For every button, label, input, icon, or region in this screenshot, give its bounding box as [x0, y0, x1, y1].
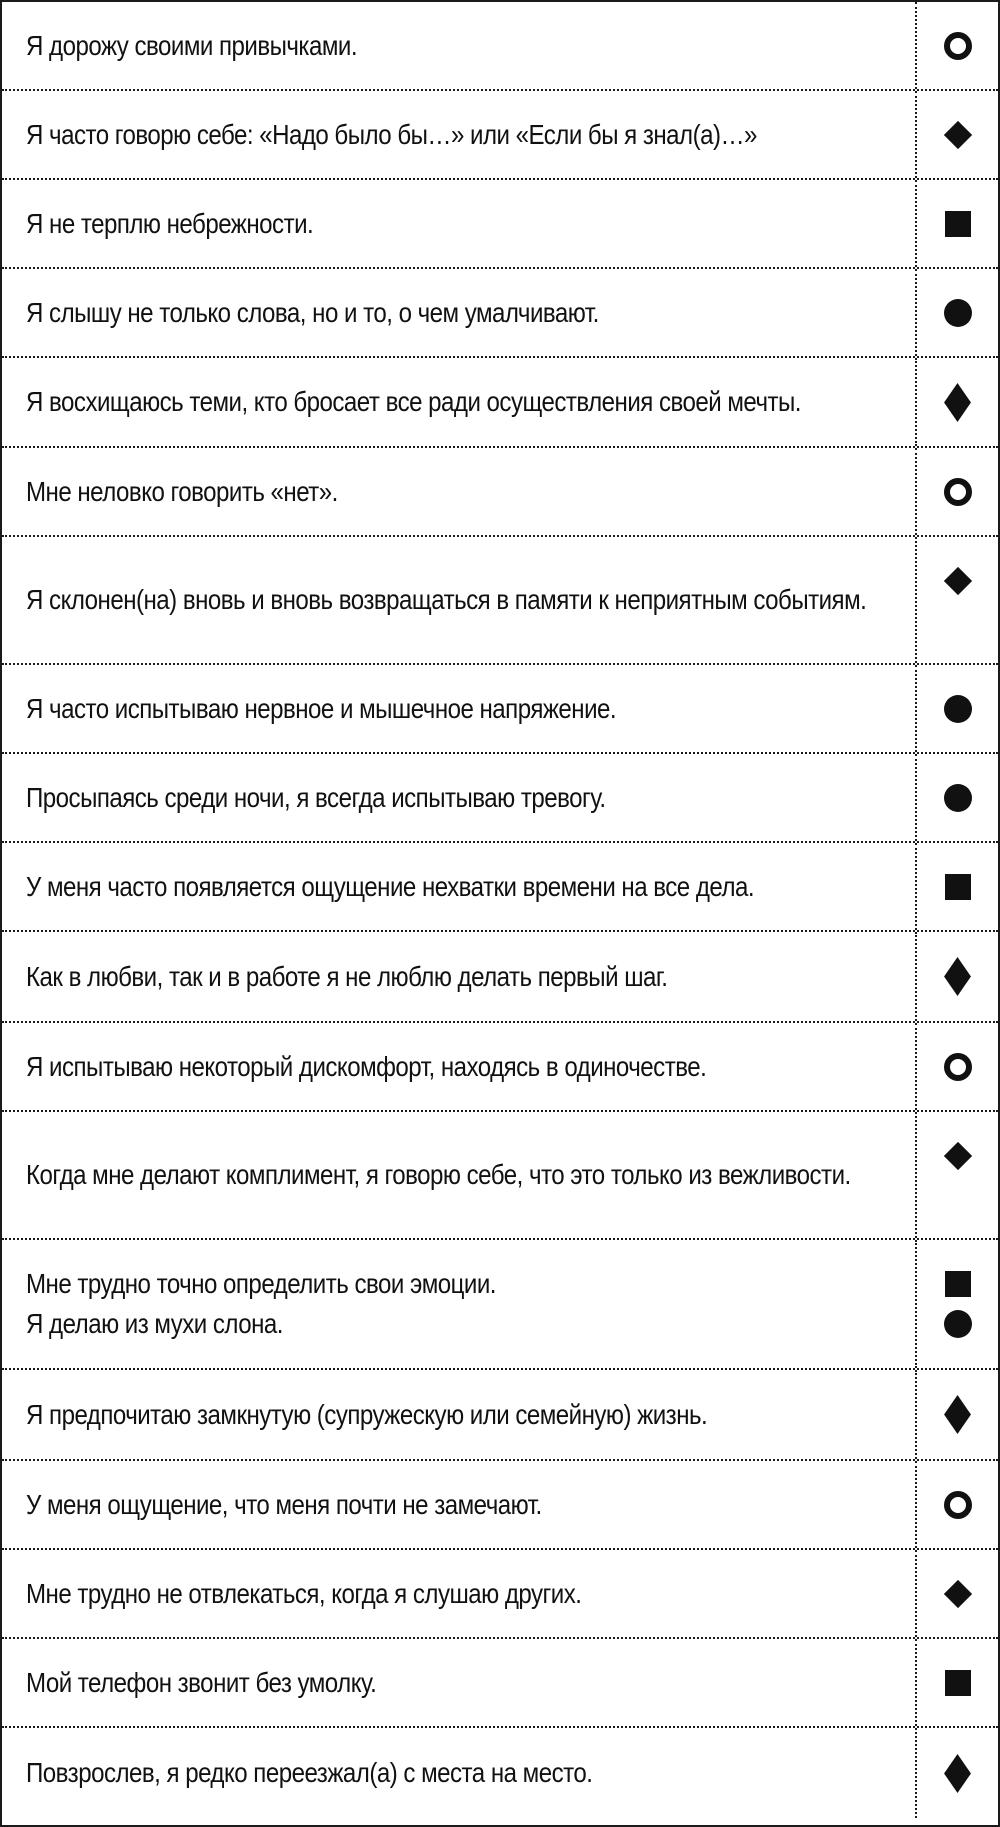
diamond-wide-icon: [943, 1142, 971, 1170]
statement-text: У меня часто появляется ощущение нехватки времени на все дела.: [26, 870, 755, 902]
symbol-cell: [917, 754, 998, 841]
statement-row: [2, 1639, 998, 1728]
square-icon: [945, 211, 971, 237]
statement-cell: [2, 1639, 917, 1726]
statement-text: Мой телефон звонит без умолку.: [26, 1666, 377, 1698]
statement-cell: [2, 1461, 917, 1548]
statement-row: [2, 537, 998, 665]
statement-text: Просыпаясь среди ночи, я всегда испытываю тревогу.: [26, 781, 606, 813]
symbol-cell: [917, 1370, 998, 1459]
ring-icon: [944, 1053, 972, 1081]
diamond-wide-icon: [943, 1579, 971, 1607]
statement-text: Повзрослев, я редко переезжал(а) с места на место.: [26, 1757, 593, 1788]
statement-cell: [2, 91, 917, 178]
symbol-cell: [917, 1550, 998, 1637]
statement-row: [2, 1550, 998, 1639]
statement-row: [2, 91, 998, 180]
symbol-cell: [917, 1023, 998, 1110]
statement-cell: [2, 1728, 917, 1818]
statement-row: [2, 1240, 998, 1370]
statement-row: [2, 665, 998, 754]
statement-cell: [2, 843, 917, 930]
statement-text: Я делаю из мухи слона.: [26, 1308, 283, 1339]
diamond-wide-icon: [943, 567, 971, 595]
statement-row: [2, 1461, 998, 1550]
dot-icon: [944, 695, 972, 723]
symbol-cell: [917, 1240, 998, 1368]
symbol-cell: [917, 537, 998, 663]
symbol-cell: [917, 932, 998, 1021]
statement-text: Я склонен(на) вновь и вновь возвращаться в памяти к неприятным событиям.: [26, 584, 867, 615]
square-icon: [945, 1271, 971, 1297]
statement-cell: [2, 358, 917, 446]
diamond-tall-icon: [944, 957, 971, 996]
statement-text: Я восхищаюсь теми, кто бросает все ради осуществления своей мечты.: [26, 386, 801, 417]
symbol-cell: [917, 2, 998, 89]
ring-icon: [944, 478, 972, 506]
symbol-cell: [917, 665, 998, 752]
statement-cell: [2, 1023, 917, 1110]
statement-row: [2, 1370, 998, 1461]
dot-icon: [944, 1310, 972, 1338]
statement-cell: [2, 754, 917, 841]
statement-cell: [2, 1112, 917, 1238]
statement-text: Когда мне делают комплимент, я говорю себе, что это только из вежливости.: [26, 1159, 851, 1190]
diamond-tall-icon: [944, 383, 971, 422]
diamond-wide-icon: [943, 120, 971, 148]
statement-text: Я испытываю некоторый дискомфорт, находясь в одиночестве.: [26, 1050, 707, 1082]
statement-row: [2, 180, 998, 269]
statement-cell: [2, 269, 917, 356]
statement-row: [2, 1023, 998, 1112]
symbol-cell: [917, 1112, 998, 1238]
dot-icon: [944, 299, 972, 327]
symbol-cell: [917, 1639, 998, 1726]
statement-cell: [2, 665, 917, 752]
statement-cell: [2, 537, 917, 663]
symbol-cell: [917, 91, 998, 178]
diamond-tall-icon: [944, 1395, 971, 1434]
statement-row: [2, 1728, 998, 1818]
statement-row: [2, 843, 998, 932]
symbol-cell: [917, 843, 998, 930]
statement-cell: [2, 2, 917, 89]
statement-cell: [2, 1240, 917, 1368]
statement-row: [2, 1112, 998, 1240]
statement-text: Я дорожу своими привычками.: [26, 29, 358, 61]
statement-text: Я предпочитаю замкнутую (супружескую или семейную) жизнь.: [26, 1398, 708, 1430]
symbol-cell: [917, 180, 998, 267]
statement-text: Я часто испытываю нервное и мышечное напряжение.: [26, 692, 617, 724]
statement-row: [2, 269, 998, 358]
statement-row: [2, 448, 998, 537]
symbol-cell: [917, 358, 998, 446]
statement-cell: [2, 1370, 917, 1459]
statement-row: [2, 754, 998, 843]
statement-cell: [2, 932, 917, 1021]
symbol-cell: [917, 1461, 998, 1548]
statement-text: У меня ощущение, что меня почти не замечают.: [26, 1488, 542, 1520]
statement-text: Мне трудно точно определить свои эмоции.: [26, 1268, 496, 1299]
statement-text: Я слышу не только слова, но и то, о чем умалчивают.: [26, 296, 599, 328]
statement-cell: [2, 448, 917, 535]
statement-row: [2, 2, 998, 91]
statement-row: [2, 932, 998, 1023]
statement-cell: [2, 1550, 917, 1637]
symbol-cell: [917, 269, 998, 356]
symbol-cell: [917, 448, 998, 535]
ring-icon: [944, 1491, 972, 1519]
square-icon: [945, 1670, 971, 1696]
square-icon: [945, 874, 971, 900]
statement-cell: [2, 180, 917, 267]
statement-text: Мне трудно не отвлекаться, когда я слушаю других.: [26, 1577, 582, 1609]
dot-icon: [944, 784, 972, 812]
ring-icon: [944, 32, 972, 60]
statement-text: Мне неловко говорить «нет».: [26, 475, 338, 507]
diamond-tall-icon: [944, 1754, 971, 1793]
symbol-cell: [917, 1728, 998, 1818]
statement-text: Я часто говорю себе: «Надо было бы…» или «Если бы я знал(а)…»: [26, 118, 757, 150]
statement-row: [2, 358, 998, 448]
statement-text: Как в любви, так и в работе я не люблю делать первый шаг.: [26, 960, 668, 992]
statement-text: Я не терплю небрежности.: [26, 207, 314, 239]
